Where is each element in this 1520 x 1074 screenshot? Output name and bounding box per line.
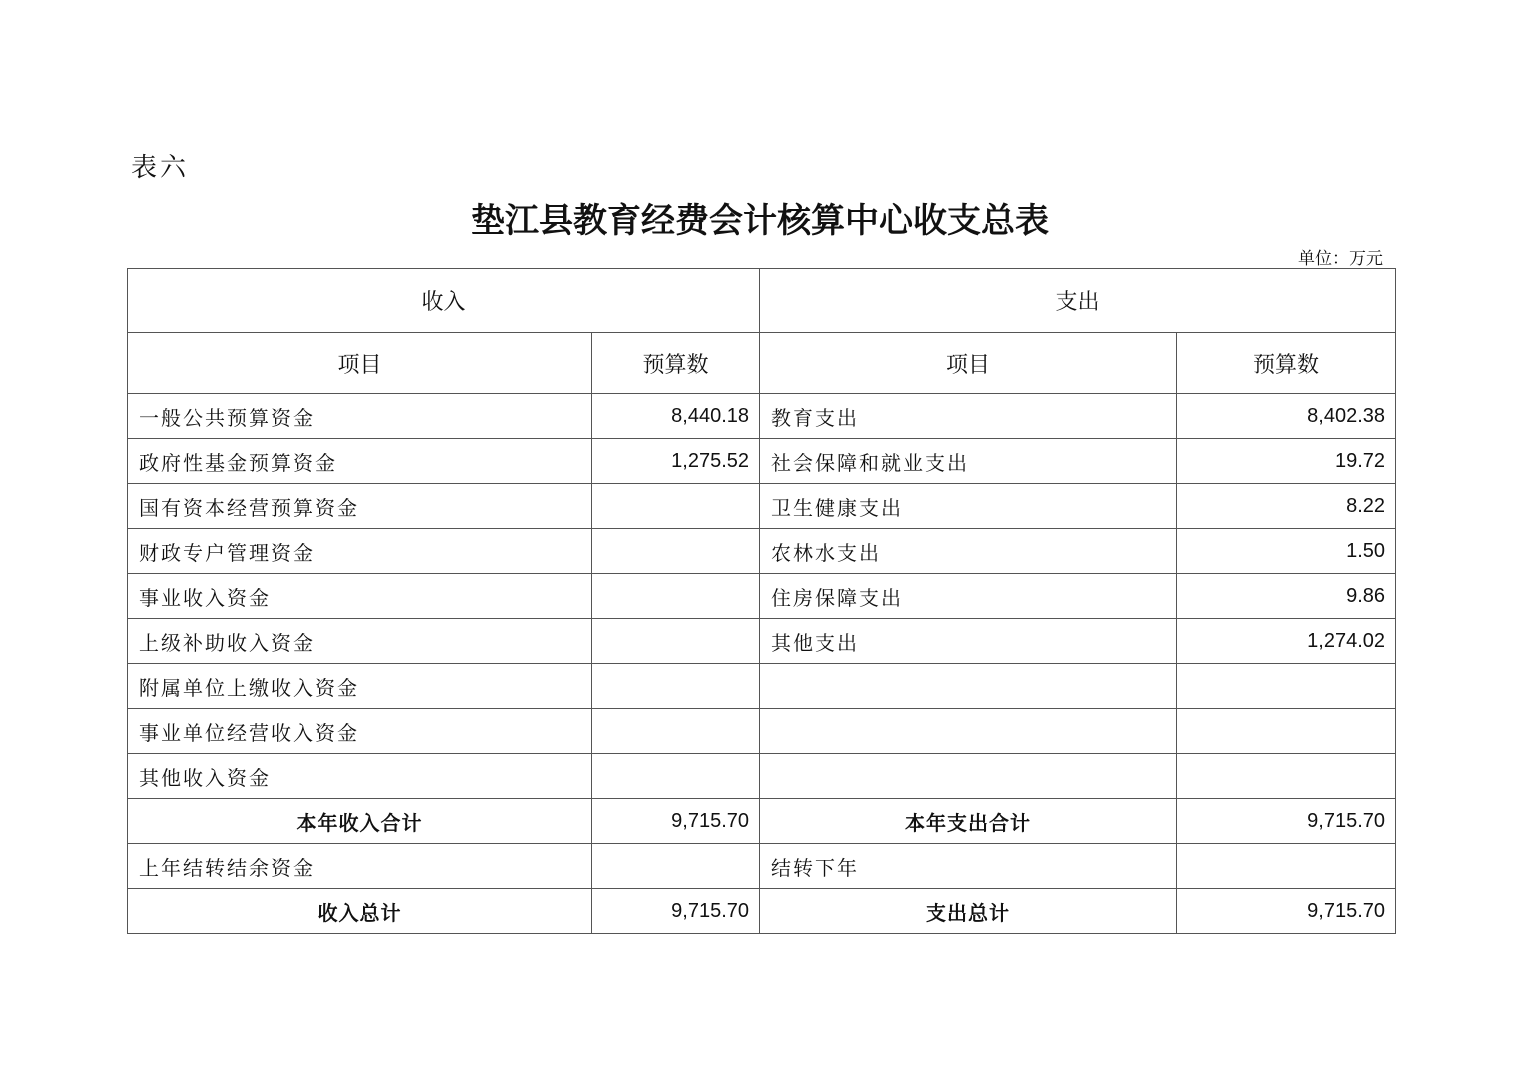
income-expense-summary-table	[127, 268, 1396, 934]
income-item-cell: 上级补助收入资金	[128, 619, 592, 664]
total-row	[128, 799, 1396, 844]
income-item-cell: 本年收入合计	[128, 799, 592, 844]
expense-item-cell: 教育支出	[760, 394, 1177, 439]
income-item-cell: 事业单位经营收入资金	[128, 709, 592, 754]
expense-value-cell	[1177, 844, 1396, 889]
table-row	[128, 709, 1396, 754]
income-value-cell: 9,715.70	[592, 799, 760, 844]
expense-value-cell	[1177, 709, 1396, 754]
table-row	[128, 574, 1396, 619]
income-item-cell: 上年结转结余资金	[128, 844, 592, 889]
expense-value-cell	[1177, 754, 1396, 799]
income-value-cell	[592, 574, 760, 619]
income-value-cell	[592, 844, 760, 889]
expense-item-cell: 支出总计	[760, 889, 1177, 934]
expense-item-cell: 其他支出	[760, 619, 1177, 664]
expense-item-cell: 结转下年	[760, 844, 1177, 889]
income-value-cell: 1,275.52	[592, 439, 760, 484]
table-row	[128, 394, 1396, 439]
expense-item-cell	[760, 754, 1177, 799]
income-section-header: 收入	[128, 269, 760, 333]
table-row	[128, 844, 1396, 889]
expense-value-cell: 9.86	[1177, 574, 1396, 619]
table-row	[128, 664, 1396, 709]
expense-item-cell: 社会保障和就业支出	[760, 439, 1177, 484]
income-item-cell: 国有资本经营预算资金	[128, 484, 592, 529]
income-budget-header: 预算数	[592, 333, 760, 394]
expense-value-cell: 8.22	[1177, 484, 1396, 529]
income-item-header: 项目	[128, 333, 592, 394]
income-value-cell	[592, 664, 760, 709]
unit-label: 单位：万元	[1298, 249, 1383, 269]
income-item-cell: 财政专户管理资金	[128, 529, 592, 574]
income-value-cell: 9,715.70	[592, 889, 760, 934]
expense-budget-header: 预算数	[1177, 333, 1396, 394]
expense-item-cell: 本年支出合计	[760, 799, 1177, 844]
section-header-row	[128, 269, 1396, 333]
income-item-cell: 政府性基金预算资金	[128, 439, 592, 484]
table-row	[128, 619, 1396, 664]
table-row	[128, 754, 1396, 799]
expense-item-cell	[760, 664, 1177, 709]
expense-value-cell: 9,715.70	[1177, 889, 1396, 934]
document-title: 垫江县教育经费会计核算中心收支总表	[471, 201, 1049, 241]
expense-item-cell: 农林水支出	[760, 529, 1177, 574]
expense-value-cell: 8,402.38	[1177, 394, 1396, 439]
expense-value-cell: 1,274.02	[1177, 619, 1396, 664]
table-row	[128, 439, 1396, 484]
table-body	[128, 269, 1396, 934]
expense-value-cell	[1177, 664, 1396, 709]
table-row	[128, 529, 1396, 574]
income-item-cell: 其他收入资金	[128, 754, 592, 799]
expense-item-cell	[760, 709, 1177, 754]
expense-item-header: 项目	[760, 333, 1177, 394]
expense-section-header: 支出	[760, 269, 1396, 333]
income-value-cell	[592, 619, 760, 664]
expense-item-cell: 住房保障支出	[760, 574, 1177, 619]
income-item-cell: 收入总计	[128, 889, 592, 934]
income-value-cell	[592, 484, 760, 529]
expense-value-cell: 1.50	[1177, 529, 1396, 574]
expense-item-cell: 卫生健康支出	[760, 484, 1177, 529]
table-row	[128, 484, 1396, 529]
income-value-cell	[592, 709, 760, 754]
income-item-cell: 附属单位上缴收入资金	[128, 664, 592, 709]
income-value-cell	[592, 754, 760, 799]
income-value-cell: 8,440.18	[592, 394, 760, 439]
expense-value-cell: 9,715.70	[1177, 799, 1396, 844]
table-number-label: 表六	[131, 153, 190, 183]
income-item-cell: 事业收入资金	[128, 574, 592, 619]
column-header-row	[128, 333, 1396, 394]
total-row	[128, 889, 1396, 934]
expense-value-cell: 19.72	[1177, 439, 1396, 484]
income-item-cell: 一般公共预算资金	[128, 394, 592, 439]
income-value-cell	[592, 529, 760, 574]
